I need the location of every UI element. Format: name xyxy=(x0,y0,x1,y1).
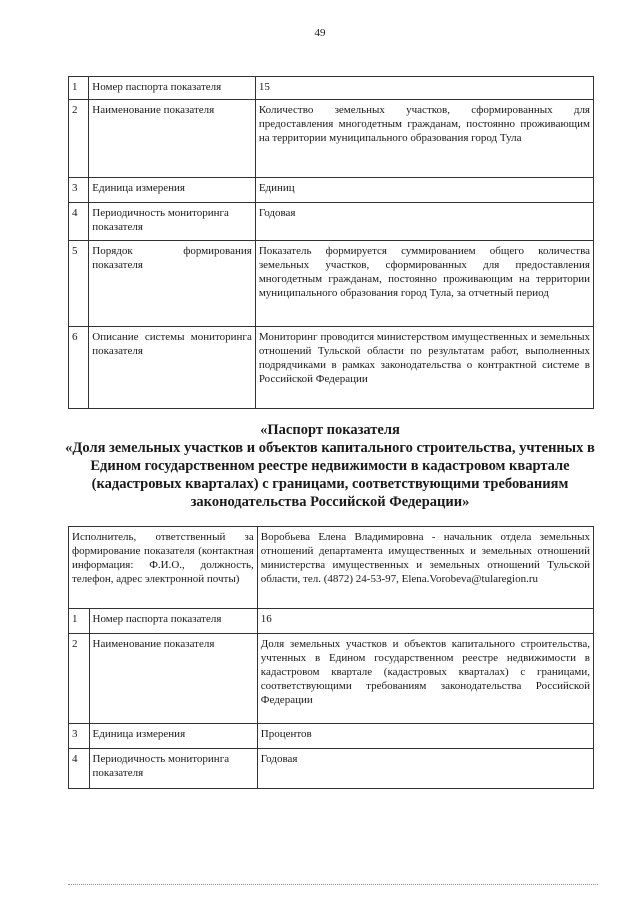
row-label: Описание системы мониторинга показателя xyxy=(89,327,256,409)
scan-footer-line xyxy=(68,884,598,885)
row-label: Периодичность мониторинга показателя xyxy=(89,749,257,789)
row-number: 5 xyxy=(69,241,89,327)
table-row xyxy=(69,634,594,724)
row-value: 15 xyxy=(255,77,593,100)
row-value: 16 xyxy=(257,609,593,634)
row-label: Порядок формирования показателя xyxy=(89,241,256,327)
heading-indicator-name: «Доля земельных участков и объектов капитального строительства, учтенных в Едином государственном реестре недвижимости в кадастровом квартале (кадастровых кварталах) с границами, соответствующими требованиям законодательства Российской Федерации» xyxy=(65,440,595,510)
row-value: Годовая xyxy=(257,749,593,789)
row-label: Периодичность мониторинга показателя xyxy=(89,203,256,241)
row-number: 1 xyxy=(69,609,90,634)
row-number: 4 xyxy=(69,203,89,241)
row-value: Доля земельных участков и объектов капитального строительства, учтенных в Едином государственном реестре недвижимости в кадастровом квартале (кадастровых кварталах) с границами, соответствующими требованиям законодательства Российской Федерации xyxy=(257,634,593,724)
executor-value: Воробьева Елена Владимировна - начальник отдела земельных отношений департамента имущественных и земельных отношений министерства имущественных и земельных отношений Тульской области, тел. (4872) 24-53-97, Elena.Vorobeva@tularegion.ru xyxy=(257,527,593,609)
row-value: Единиц xyxy=(255,178,593,203)
heading-title: «Паспорт показателя xyxy=(260,422,400,438)
row-number: 6 xyxy=(69,327,89,409)
table-row xyxy=(69,178,594,203)
table-row xyxy=(69,77,594,100)
table-row xyxy=(69,749,594,789)
table-row xyxy=(69,724,594,749)
table-row xyxy=(69,327,594,409)
row-number: 4 xyxy=(69,749,90,789)
table-row xyxy=(69,241,594,327)
page-number: 49 xyxy=(314,27,326,39)
table-row xyxy=(69,609,594,634)
row-number: 3 xyxy=(69,178,89,203)
row-label: Наименование показателя xyxy=(89,100,256,178)
row-label: Единица измерения xyxy=(89,724,257,749)
row-label: Единица измерения xyxy=(89,178,256,203)
executor-label: Исполнитель, ответственный за формирование показателя (контактная информация: Ф.И.О., должность, телефон, адрес электронной почты) xyxy=(69,527,258,609)
table-row xyxy=(69,203,594,241)
row-value: Количество земельных участков, сформированных для предоставления многодетным гражданам, постоянно проживающим на территории муниципального образования город Тула xyxy=(255,100,593,178)
row-value: Показатель формируется суммированием общего количества земельных участков, сформированных для предоставления многодетным гражданам, постоянно проживающим на территории муниципального образования город Тула, за отчетный период xyxy=(255,241,593,327)
row-value: Годовая xyxy=(255,203,593,241)
row-label: Номер паспорта показателя xyxy=(89,77,256,100)
indicator-passport-15-table xyxy=(68,76,594,409)
row-number: 1 xyxy=(69,77,89,100)
passport-heading xyxy=(60,421,600,511)
row-number: 2 xyxy=(69,100,89,178)
executor-row xyxy=(69,527,594,609)
indicator-passport-16-table xyxy=(68,526,594,789)
row-label: Наименование показателя xyxy=(89,634,257,724)
row-value: Мониторинг проводится министерством имущественных и земельных отношений Тульской области по результатам работ, выполненных подрядчиками в рамках законодательства о контрактной системе в Российской Федерации xyxy=(255,327,593,409)
table-row xyxy=(69,100,594,178)
row-label: Номер паспорта показателя xyxy=(89,609,257,634)
row-value: Процентов xyxy=(257,724,593,749)
row-number: 3 xyxy=(69,724,90,749)
row-number: 2 xyxy=(69,634,90,724)
